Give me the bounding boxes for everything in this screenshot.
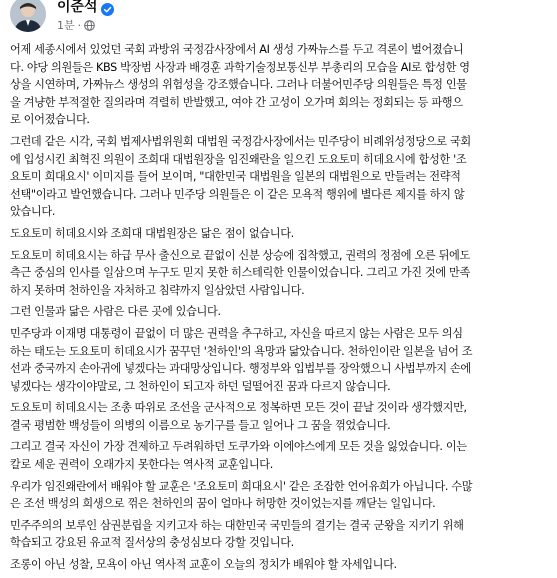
post-text-line: 로 이어졌습니다.: [10, 113, 90, 127]
post-paragraph: [10, 303, 550, 321]
meta-separator: ·: [77, 18, 82, 32]
post-text-line: 그런데 같은 시각, 국회 법제사법위원회 대법원 국정감사장에서는 민주당이 비례위성정당으로 국회: [10, 134, 471, 148]
post-text-line: 을 겨냥한 부적절한 질의라며 격렬히 반발했고, 여야 간 고성이 오가며 회의는 정회되는 등 파행으: [10, 95, 463, 109]
verified-badge-icon: [101, 1, 114, 14]
post-paragraph: [10, 247, 550, 300]
post-text-line: 도요토미 히데요시와 조희대 대법원장은 닮은 점이 없습니다.: [10, 226, 294, 240]
post-paragraph: [10, 41, 550, 129]
post-paragraph: [10, 225, 550, 243]
post-text-line: 그런 인물과 닮은 사람은 다른 곳에 있습니다.: [10, 305, 221, 319]
post-text-line: 선과 중국까지 손아귀에 넣겠다는 과대망상입니다. 행정부와 입법부를 장악했으니 사법부까지 손에: [10, 362, 471, 376]
post-text-line: 측근 중심의 인사를 일삼으며 누구도 믿지 못한 히스테릭한 인물이었습니다. 그리고 가진 것에 만족: [10, 266, 470, 280]
post-text-line: 상을 시연하며, 가짜뉴스 생성의 위험성을 강조했습니다. 그러나 더불어민주당 의원들은 특정 인물: [10, 78, 467, 92]
globe-icon[interactable]: [84, 20, 95, 31]
post-body: [10, 41, 550, 578]
post-text-line: 칼로 세운 권력이 오래가지 못한다는 역사적 교훈입니다.: [10, 458, 273, 472]
post-text-line: 도요토미 히데요시는 조총 따위로 조선을 군사적으로 정복하면 모든 것이 끝날 것이라 생각했지만,: [10, 401, 467, 415]
post-text-line: 았습니다.: [10, 205, 56, 219]
post-timestamp[interactable]: 1분: [57, 19, 75, 32]
post-text-line: 그리고 결국 자신이 가장 견제하고 두려워하던 도쿠가와 이에야스에게 모든 것을 잃었습니다. 이는: [10, 440, 467, 454]
post-text-line: 도요토미 히데요시는 하급 무사 출신으로 끝없이 신분 상승에 집착했고, 권력의 정점에 오른 뒤에도: [10, 248, 470, 262]
post-text-line: 요토미 희대요시' 이미지를 들어 보이며, "대한민국 대법원을 일본의 대법원으로 만들려는 전략적: [10, 170, 461, 184]
post-text-line: 에 입성시킨 최혁진 의원이 조희대 대법원장을 임진왜란을 일으킨 도요토미 히데요시에 합성한 '조: [10, 152, 467, 166]
post-text-line: 민주주의의 보루인 삼권분립을 지키고자 하는 대한민국 국민들의 결기는 결국 군왕을 지키기 위해: [10, 518, 464, 532]
author-row: [57, 0, 114, 16]
post-paragraph: [10, 325, 550, 395]
post-paragraph: [10, 517, 550, 552]
post-text-line: 결국 평범한 백성들이 의병의 이름으로 농기구를 들고 일어나 그 꿈을 꺾었습니다.: [10, 418, 391, 432]
avatar[interactable]: [10, 0, 46, 32]
post-text-line: 은 조선 백성의 희생으로 꺾은 천하인의 꿈이 얼마나 허망한 것이었는지를 깨닫는 일입니다.: [10, 497, 436, 511]
post-paragraph: [10, 399, 550, 434]
post-text-line: 넣겠다는 생각이야말로, 그 천하인이 되고자 하던 덜떨어진 꿈과 다르지 않습니다.: [10, 379, 391, 393]
post-text-line: 하는 태도는 도요토미 히데요시가 꿈꾸던 '천하인'의 욕망과 닮았습니다. 천하인이란 일본을 넘어 조: [10, 344, 473, 358]
post-text-line: 민주당과 이재명 대통령이 끝없이 더 많은 권력을 추구하고, 자신을 따르지 않는 사람은 모두 의심: [10, 326, 463, 340]
post-text-line: 어제 세종시에서 있었던 국회 과방위 국정감사장에서 AI 생성 가짜뉴스를 두고 격론이 벌어졌습니: [10, 43, 464, 56]
post-text-line: 우리가 임진왜란에서 배워야 할 교훈은 '조요토미 희대요시' 같은 조잡한 언어유희가 아닙니다. 수많: [10, 479, 473, 493]
post-header: [10, 0, 550, 36]
post-paragraph: [10, 478, 550, 513]
post-text-line: 학습되고 강요된 유교적 질서상의 충성심보다 강할 것입니다.: [10, 536, 294, 550]
post-paragraph: [10, 438, 550, 473]
post-text-line: 선택"이라고 발언했습니다. 그러나 민주당 의원들은 이 같은 모욕적 행위에 별다른 제지를 하지 않: [10, 187, 465, 201]
post-text-line: 조롱이 아닌 성찰, 모욕이 아닌 역사적 교훈이 오늘의 정치가 배워야 할 자세입니다.: [10, 558, 397, 572]
post-text-line: 다. 야당 의원들은 KBS 박장범 사장과 배경훈 과학기술정보통신부 부총리의 모습을 AI로 합성한 영: [10, 60, 470, 74]
author-name[interactable]: 이준석: [57, 0, 98, 15]
post-meta: [57, 17, 95, 33]
post-text-line: 하지 못하며 천하인을 자처하고 침략까지 일삼았던 사람입니다.: [10, 283, 305, 297]
post-paragraph: [10, 556, 550, 574]
profile-photo-icon: [10, 0, 46, 32]
post-paragraph: [10, 133, 550, 221]
